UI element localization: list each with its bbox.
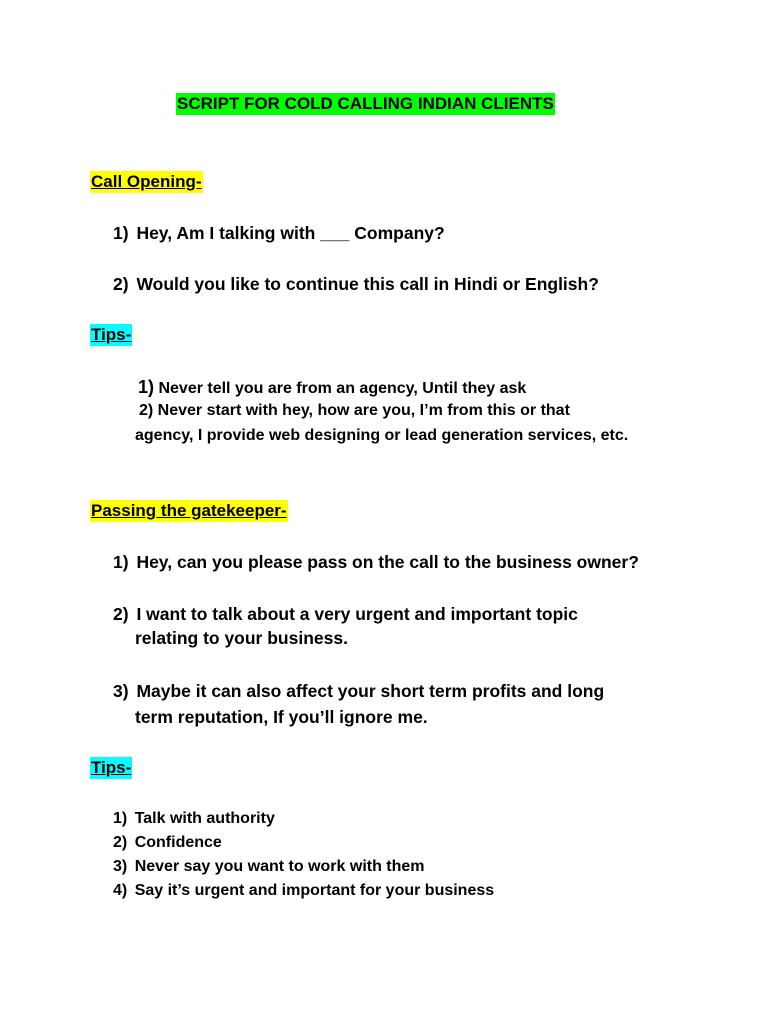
- page-title: SCRIPT FOR COLD CALLING INDIAN CLIENTS: [177, 94, 554, 113]
- item-text: Talk with authority: [134, 810, 275, 827]
- item-text-continued: term reputation, If you’ll ignore me.: [135, 707, 428, 727]
- item-text: Confidence: [134, 834, 222, 851]
- item-number: 1): [138, 377, 155, 397]
- item-text: Hey, Am I talking with ___ Company?: [136, 223, 445, 243]
- item-text-continued: relating to your business.: [135, 628, 348, 648]
- list-item: [139, 399, 570, 423]
- list-item: [113, 272, 599, 296]
- item-number: 1): [113, 552, 129, 572]
- list-item: [113, 679, 604, 703]
- item-number: 2): [139, 402, 154, 419]
- tips-heading: Tips-: [91, 325, 132, 344]
- item-number: 4): [113, 882, 128, 899]
- item-number: 2): [113, 604, 129, 624]
- item-text: Never tell you are from an agency, Until they ask: [154, 380, 527, 397]
- item-text: Say it’s urgent and important for your business: [134, 882, 495, 899]
- item-text: Hey, can you please pass on the call to the business owner?: [136, 552, 639, 572]
- item-number: 1): [113, 223, 129, 243]
- item-number: 3): [113, 681, 129, 701]
- item-text: Maybe it can also affect your short term profits and long: [136, 681, 605, 701]
- call-opening-heading: Call Opening-: [91, 172, 202, 191]
- item-number: 1): [113, 810, 128, 827]
- item-number: 3): [113, 858, 128, 875]
- tips-heading: Tips-: [91, 758, 132, 777]
- item-text: I want to talk about a very urgent and important topic: [136, 604, 578, 624]
- list-item: [113, 221, 445, 245]
- list-item: [113, 879, 494, 903]
- list-item: [113, 831, 222, 855]
- item-number: 2): [113, 834, 128, 851]
- list-item: [138, 375, 526, 401]
- gatekeeper-heading: Passing the gatekeeper-: [91, 501, 287, 520]
- item-number: 2): [113, 274, 129, 294]
- item-text: Never say you want to work with them: [134, 858, 425, 875]
- item-text-continued: agency, I provide web designing or lead generation services, etc.: [135, 427, 629, 444]
- list-item: [113, 550, 639, 574]
- list-item: [113, 855, 425, 879]
- item-text: Never start with hey, how are you, I’m from this or that: [153, 402, 570, 419]
- list-item: [113, 807, 275, 831]
- item-text: Would you like to continue this call in Hindi or English?: [136, 274, 599, 294]
- list-item: [113, 602, 578, 626]
